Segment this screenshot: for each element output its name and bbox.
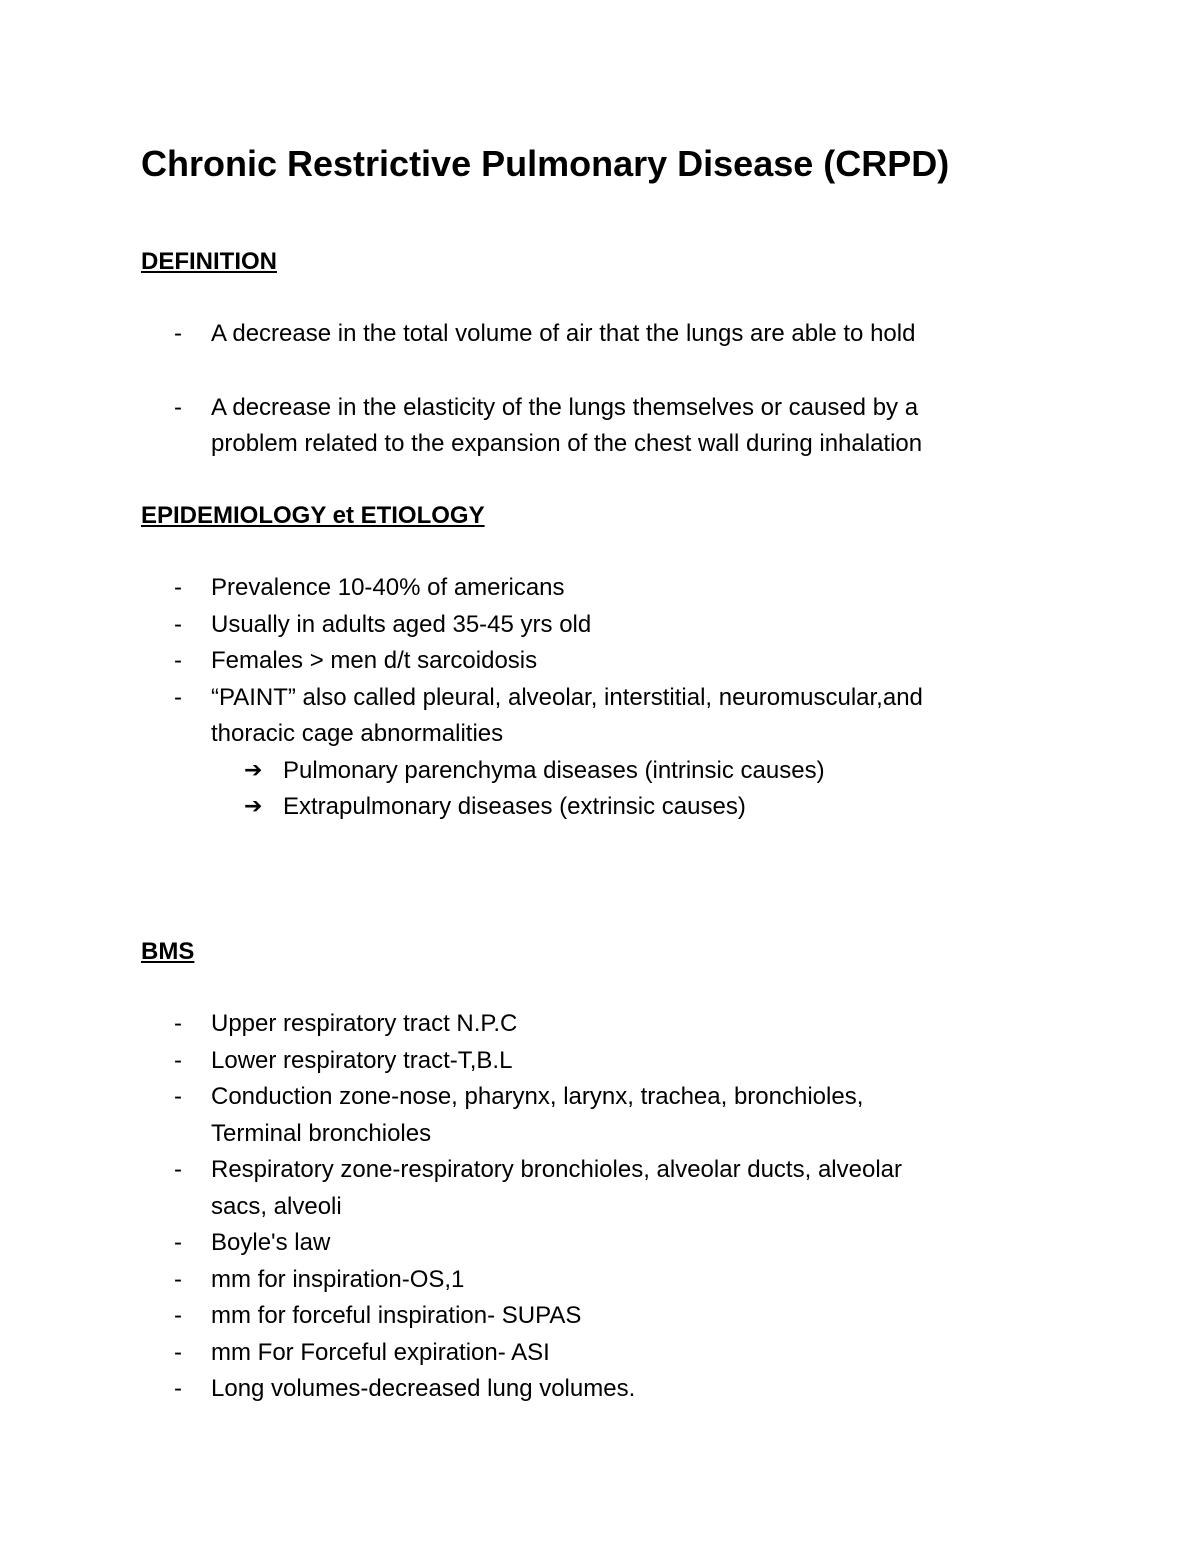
heading-definition: DEFINITION [141,248,277,275]
arrow-right-icon: ➔ [244,793,263,819]
definition-list [0,316,1200,463]
list-item [0,390,1041,463]
arrow-right-icon: ➔ [244,757,263,783]
bullet-dash: - [174,1265,182,1293]
bullet-dash: - [174,574,182,601]
list-item-text-continued: Terminal bronchioles [211,1119,432,1147]
list-item-text: Boyle's law [211,1229,331,1256]
bullet-dash: - [174,1083,182,1110]
list-item-text: Long volumes-decreased lung volumes. [211,1375,636,1402]
list-item [0,1006,1041,1043]
bullet-dash: - [174,610,182,638]
bullet-dash: - [174,647,182,674]
bullet-dash: - [174,1338,182,1366]
list-item-text: mm For Forceful expiration- ASI [211,1338,550,1366]
list-item-text-continued: sacs, alveoli [211,1192,342,1220]
list-item [0,1262,1041,1299]
sub-list-item [0,753,1200,789]
bullet-dash: - [174,1156,182,1183]
bullet-dash: - [174,320,182,347]
list-item [0,643,1041,680]
list-item [0,680,1041,753]
list-item [0,1079,1041,1152]
list-item-text-continued: problem related to the expansion of the chest wall during inhalation [211,430,923,457]
list-item-text: A decrease in the elasticity of the lungs themselves or caused by a [211,393,919,421]
bullet-dash: - [174,393,182,421]
sub-list-item [0,789,1200,825]
bullet-dash: - [174,1046,182,1074]
list-item [0,1225,1041,1262]
heading-bms: BMS [141,938,195,965]
list-item-text: Upper respiratory tract N.P.C [211,1010,518,1037]
bms-list [0,1006,1200,1408]
list-item-text: Respiratory zone-respiratory bronchioles, alveolar ducts, alveolar [211,1156,902,1183]
bullet-dash: - [174,683,182,711]
sub-list-item-text: Extrapulmonary diseases (extrinsic causes) [283,792,746,820]
list-item-text: “PAINT” also called pleural, alveolar, interstitial, neuromuscular,and [211,683,923,711]
sub-list-item-text: Pulmonary parenchyma diseases (intrinsic causes) [283,756,825,784]
list-item [0,1335,1041,1372]
list-item [0,1371,1041,1408]
list-item [0,1152,1041,1225]
bullet-dash: - [174,1010,182,1037]
list-item-text: Lower respiratory tract-T,B.L [211,1046,513,1074]
list-item-text-continued: thoracic cage abnormalities [211,720,504,747]
heading-epidemiology: EPIDEMIOLOGY et ETIOLOGY [141,502,485,529]
bullet-dash: - [174,1229,182,1256]
page-title: Chronic Restrictive Pulmonary Disease (CRPD) [141,143,950,184]
list-item-text: Usually in adults aged 35-45 yrs old [211,610,592,638]
list-item [0,570,1041,607]
list-item-text: mm for inspiration-OS,1 [211,1265,465,1293]
list-item-text: Conduction zone-nose, pharynx, larynx, trachea, bronchioles, [211,1083,864,1110]
list-item [0,1298,1041,1335]
bullet-dash: - [174,1375,182,1402]
list-item-text: Prevalence 10-40% of americans [211,574,565,601]
list-item-text: mm for forceful inspiration- SUPAS [211,1302,582,1329]
list-item [0,1043,1041,1080]
list-item-text: Females > men d/t sarcoidosis [211,647,538,674]
list-item [0,607,1041,644]
epidemiology-list [0,570,1200,825]
bullet-dash: - [174,1302,182,1329]
list-item-text: A decrease in the total volume of air that the lungs are able to hold [211,320,916,347]
list-item [0,316,1041,353]
